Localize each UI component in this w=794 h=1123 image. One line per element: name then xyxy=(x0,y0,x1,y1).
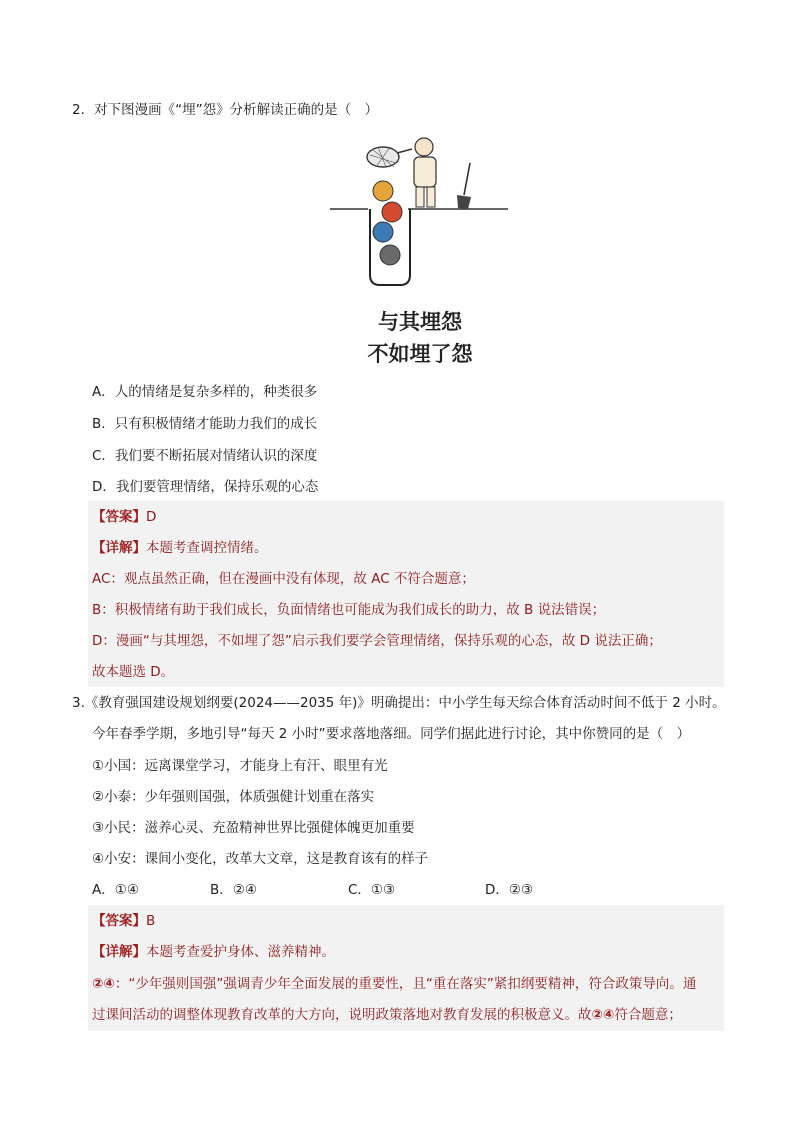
question-2-stem: 2．对下图漫画《“埋”怨》分析解读正确的是（ ） xyxy=(72,102,379,118)
detail-tag: 【详解】 xyxy=(92,540,146,556)
question-3-stem-line2: 今年春季学期，多地引导“每天 2 小时”要求落地落细。同学们据此进行讨论，其中你赞同的是（ ） xyxy=(92,726,691,742)
cartoon-caption-1: 与其埋怨 xyxy=(378,310,462,334)
statement-2: ②小泰：少年强则国强，体质强健计划重在落实 xyxy=(92,789,375,805)
answer-value: D xyxy=(146,509,157,525)
analysis-line-q3-2 xyxy=(92,1005,682,1025)
option-c: C．我们要不断拓展对情绪认识的深度 xyxy=(92,448,318,464)
option-d: D．我们要管理情绪，保持乐观的心态 xyxy=(92,479,319,495)
analysis-text: ：“少年强则国强”强调青少年全面发展的重要性，且“重在落实”紧扣纲要精神，符合政策导向。通 xyxy=(114,976,697,992)
choice-a: A．①④ xyxy=(92,882,139,898)
detail-line-q3 xyxy=(92,942,335,962)
detail-intro: 本题考查调控情绪。 xyxy=(146,540,268,556)
answer-block-q2 xyxy=(88,501,724,687)
analysis-text: 符合题意； xyxy=(614,1007,682,1023)
statement-3: ③小民：滋养心灵、充盈精神世界比强健体魄更加重要 xyxy=(92,820,415,836)
statement-4: ④小安：课间小变化，改革大文章，这是教育该有的样子 xyxy=(92,851,429,867)
choice-b: B．②④ xyxy=(210,882,257,898)
detail-tag: 【详解】 xyxy=(92,944,146,960)
answer-tag: 【答案】 xyxy=(92,509,146,525)
option-a: A．人的情绪是复杂多样的，种类很多 xyxy=(92,384,318,400)
detail-intro: 本题考查爱护身体、滋养精神。 xyxy=(146,944,335,960)
answer-tag: 【答案】 xyxy=(92,913,146,929)
analysis-text: 过课间活动的调整体现教育改革的大方向，说明政策落地对教育发展的积极意义。故 xyxy=(92,1007,592,1023)
analysis-line-q3-1 xyxy=(92,974,696,994)
statement-1: ①小国：远离课堂学习，才能身上有汗、眼里有光 xyxy=(92,758,388,774)
detail-line-q2 xyxy=(92,538,268,558)
question-3-stem-line1: 3.《教育强国建设规划纲要(2024——2035 年)》明确提出：中小学生每天综合体育活动时间不低于 2 小时。 xyxy=(72,695,726,711)
choice-d: D．②③ xyxy=(485,882,534,898)
answer-line-q2 xyxy=(92,507,156,527)
cartoon-image xyxy=(328,135,512,373)
option-b: B．只有积极情绪才能助力我们的成长 xyxy=(92,416,318,432)
answer-value: B xyxy=(146,913,156,929)
choice-c: C．①③ xyxy=(348,882,396,898)
analysis-lead: ②④ xyxy=(92,976,115,992)
answer-line-q3 xyxy=(92,911,155,931)
analysis-line: D：漫画“与其埋怨，不如埋了怨”启示我们要学会管理情绪，保持乐观的心态，故 D 说法正确； xyxy=(92,633,662,649)
analysis-mark: ②④ xyxy=(591,1007,615,1023)
analysis-line: AC：观点虽然正确，但在漫画中没有体现，故 AC 不符合题意； xyxy=(92,571,475,587)
cartoon-caption-2: 不如埋了怨 xyxy=(367,342,473,366)
analysis-line: B：积极情绪有助于我们成长，负面情绪也可能成为我们成长的助力，故 B 说法错误； xyxy=(92,602,606,618)
analysis-line: 故本题选 D。 xyxy=(92,664,175,680)
